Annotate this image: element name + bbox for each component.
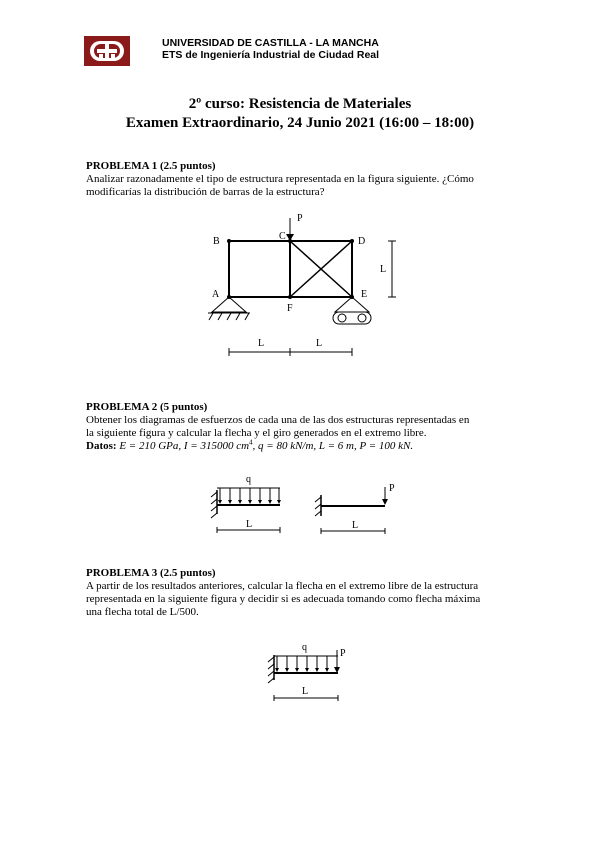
problem-1-heading: PROBLEMA 1 (2.5 puntos) [86,160,216,172]
problem-2-data [86,440,526,453]
label-l-left: L [258,338,265,349]
data-values-a: E = 210 GPa, I = 315000 cm [119,440,250,452]
label-c: C [279,231,286,242]
label-a: A [212,289,220,300]
problem-2-heading: PROBLEMA 2 (5 puntos) [86,401,208,413]
problem-2-text-line-2: la siguiente figura y calcular la flecha y el giro generados en el extremo libre. [86,427,427,439]
node-e [350,295,354,299]
school-name: ETS de Ingeniería Industrial de Ciudad Real [162,49,380,61]
data-exponent: 4 [249,438,253,447]
label-b: B [213,236,220,247]
problem-1-text-line-1: Analizar razonadamente el tipo de estructura representada en la figura siguiente. ¿Cómo [86,173,474,185]
beam-3-label-q: q [302,642,307,653]
beam-figure-problem-3 [262,640,362,705]
label-p: P [297,213,303,224]
university-name: UNIVERSIDAD DE CASTILLA - LA MANCHA [162,37,379,49]
problem-1-text-line-2: modificarías la distribución de barras de la estructura? [86,186,325,198]
exam-title: Examen Extraordinario, 24 Junio 2021 (16:00 – 18:00) [125,115,475,131]
label-l-vertical: L [380,264,387,275]
node-a [227,295,231,299]
problem-3-text-line-3: una flecha total de L/500. [86,606,199,618]
data-values-b: , q = 80 kN/m, L = 6 m, P = 100 kN. [252,440,414,452]
university-logo [84,36,130,66]
node-f [288,295,292,299]
label-e: E [361,289,368,300]
course-title: 2º curso: Resistencia de Materiales [188,96,412,112]
beam-3-label-l: L [302,686,309,697]
label-l-beam-2: L [352,520,359,531]
label-f: F [287,303,293,314]
label-p-beam-2: P [389,483,395,494]
truss-figure [190,210,410,370]
node-c [288,239,292,243]
data-label: Datos: [86,440,117,452]
beam-3-label-p: P [340,648,346,659]
node-d [350,239,354,243]
problem-3-heading: PROBLEMA 3 (2.5 puntos) [86,567,216,579]
problem-2-text-line-1: Obtener los diagramas de esfuerzos de cada una de las dos estructuras representadas en [86,414,470,426]
label-q: q [246,474,251,485]
problem-3-text-line-2: representada en la siguiente figura y decidir si es adecuada tomando como flecha máxima [86,593,481,605]
label-d: D [358,236,366,247]
beam-figures-problem-2 [205,470,410,540]
label-l-beam-1: L [246,519,253,530]
node-b [227,239,231,243]
label-l-right: L [316,338,323,349]
problem-3-text-line-1: A partir de los resultados anteriores, calcular la flecha en el extremo libre de la estructura [86,580,479,592]
